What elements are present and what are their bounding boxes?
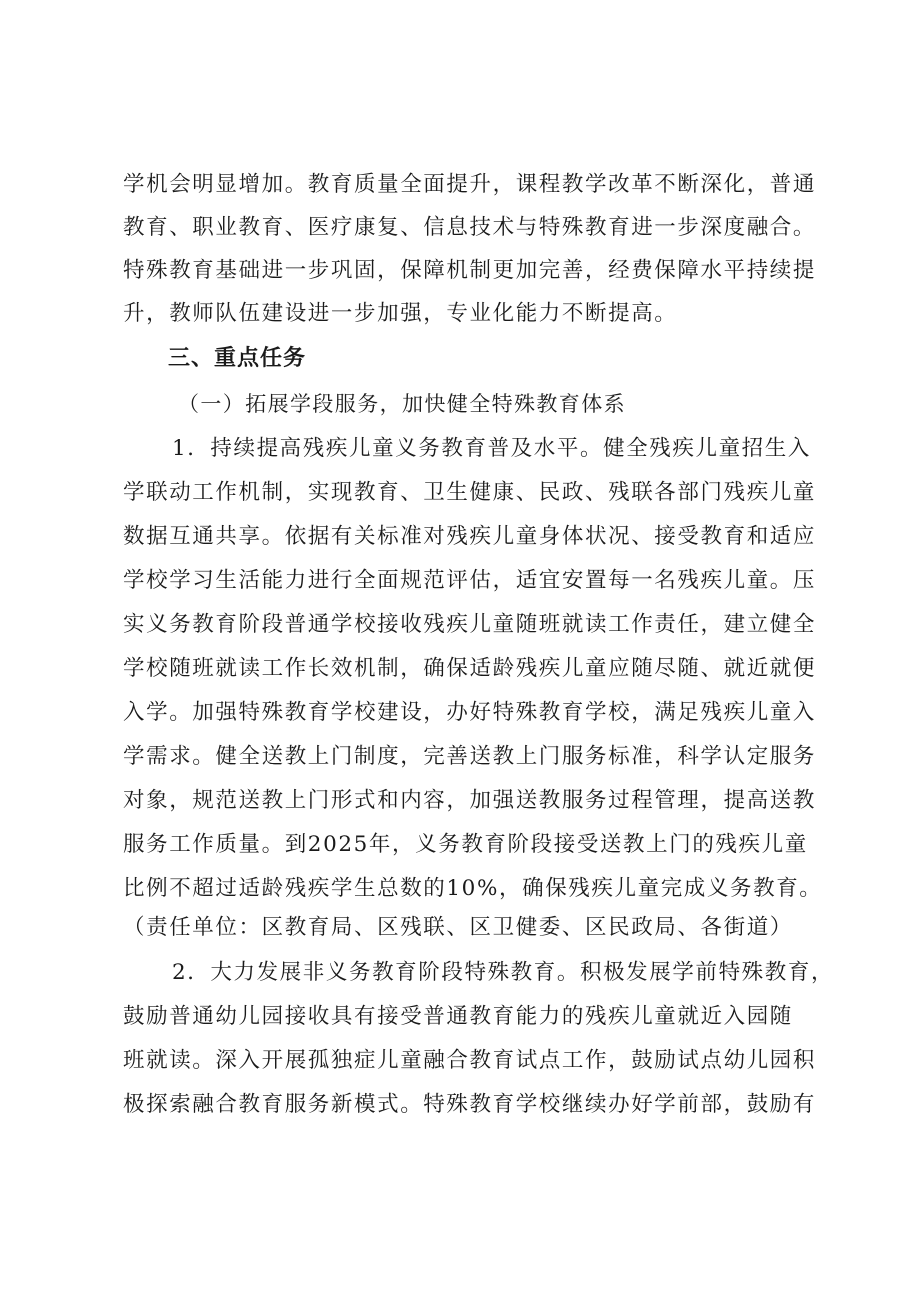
item-2-line: 2．大力发展非义务教育阶段特殊教育。积极发展学前特殊教育， bbox=[172, 960, 835, 985]
item-1-line: 对象，规范送教上门形式和内容，加强送教服务过程管理，提高送教 bbox=[123, 788, 817, 813]
item-2-line: 极探索融合教育服务新模式。特殊教育学校继续办好学前部，鼓励有 bbox=[123, 1092, 817, 1117]
item-1-line: 数据互通共享。依据有关标准对残疾儿童身体状况、接受教育和适应 bbox=[123, 524, 817, 549]
paragraph-line: 特殊教育基础进一步巩固，保障机制更加完善，经费保障水平持续提 bbox=[123, 258, 817, 283]
item-1-line: 比例不超过适龄残疾学生总数的10%，确保残疾儿童完成义务教育。 bbox=[123, 876, 823, 901]
item-1-line: 实义务教育阶段普通学校接收残疾儿童随班就读工作责任，建立健全 bbox=[123, 612, 817, 637]
item-1-line: 1．持续提高残疾儿童义务教育普及水平。健全残疾儿童招生入 bbox=[172, 436, 811, 461]
paragraph-line: 升，教师队伍建设进一步加强，专业化能力不断提高。 bbox=[123, 301, 678, 326]
item-1-line: 入学。加强特殊教育学校建设，办好特殊教育学校，满足残疾儿童入 bbox=[123, 700, 817, 725]
item-2-line: 鼓励普通幼儿园接收具有接受普通教育能力的残疾儿童就近入园随 bbox=[123, 1004, 793, 1029]
item-1-line: 学校学习生活能力进行全面规范评估，适宜安置每一名残疾儿童。压 bbox=[123, 568, 817, 593]
item-2-line: 班就读。深入开展孤独症儿童融合教育试点工作，鼓励试点幼儿园积 bbox=[123, 1048, 817, 1073]
item-1-line: 学联动工作机制，实现教育、卫生健康、民政、残联各部门残疾儿童 bbox=[123, 480, 817, 505]
section-heading: 三、重点任务 bbox=[168, 346, 307, 371]
item-1-line: 服务工作质量。到2025年，义务教育阶段接受送教上门的残疾儿童 bbox=[123, 832, 808, 857]
responsibility-note: （责任单位：区教育局、区残联、区卫健委、区民政局、各街道） bbox=[123, 915, 793, 940]
item-1-line: 学需求。健全送教上门制度，完善送教上门服务标准，科学认定服务 bbox=[123, 744, 817, 769]
paragraph-line: 教育、职业教育、医疗康复、信息技术与特殊教育进一步深度融合。 bbox=[123, 215, 817, 240]
subsection-heading: （一）拓展学段服务，加快健全特殊教育体系 bbox=[178, 392, 626, 416]
paragraph-line: 学机会明显增加。教育质量全面提升，课程教学改革不断深化，普通 bbox=[123, 172, 817, 197]
item-1-line: 学校随班就读工作长效机制，确保适龄残疾儿童应随尽随、就近就便 bbox=[123, 656, 817, 681]
